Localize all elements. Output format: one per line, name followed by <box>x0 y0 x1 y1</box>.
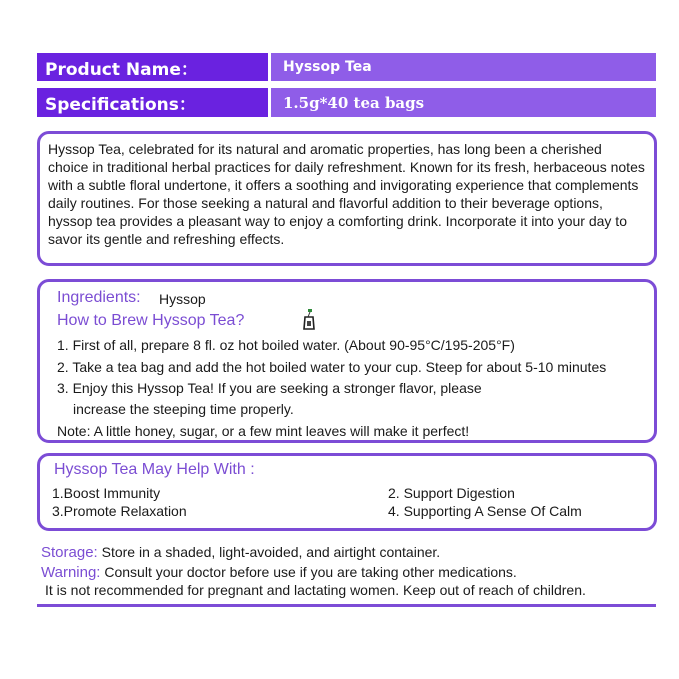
benefits-box <box>37 453 657 531</box>
benefit-item: 4. Supporting A Sense Of Calm <box>388 503 582 519</box>
brew-step-3: 3. Enjoy this Hyssop Tea! If you are seeking a stronger flavor, please <box>57 380 482 396</box>
specifications-label: Specifications： <box>37 88 268 117</box>
brew-instructions-box <box>37 279 657 443</box>
brew-step-1: 1. First of all, prepare 8 fl. oz hot boiled water. (About 90-95°C/195-205°F) <box>57 337 515 353</box>
benefit-item: 3.Promote Relaxation <box>52 503 187 519</box>
warning-text-continued: It is not recommended for pregnant and lactating women. Keep out of reach of children. <box>45 582 586 598</box>
product-name-label: Product Name： <box>37 53 268 81</box>
intro-box <box>37 131 657 266</box>
storage-label: Storage: <box>41 544 98 561</box>
storage-line <box>41 544 440 561</box>
product-name-value: Hyssop Tea <box>271 53 656 81</box>
brew-step-3-continued: increase the steeping time properly. <box>73 401 294 417</box>
specifications-value: 1.5g*40 tea bags <box>271 88 656 117</box>
product-name-row <box>37 53 656 81</box>
benefit-item: 1.Boost Immunity <box>52 485 161 501</box>
brew-step-2: 2. Take a tea bag and add the hot boiled water to your cup. Steep for about 5-10 minutes <box>57 359 607 375</box>
warning-label: Warning: <box>41 564 101 581</box>
storage-text: Store in a shaded, light-avoided, and airtight container. <box>97 544 441 560</box>
how-to-brew-title: How to Brew Hyssop Tea? <box>57 312 245 329</box>
brew-note: Note: A little honey, sugar, or a few mint leaves will make it perfect! <box>57 423 470 439</box>
tea-bag-icon <box>302 308 316 330</box>
ingredients-value: Hyssop <box>159 291 206 307</box>
benefits-title: Hyssop Tea May Help With : <box>54 461 255 478</box>
specifications-row <box>37 88 656 117</box>
bottom-divider <box>37 604 656 607</box>
benefit-item: 2. Support Digestion <box>388 485 515 501</box>
ingredients-label: Ingredients: <box>57 289 141 306</box>
warning-line <box>41 564 517 581</box>
warning-text: Consult your doctor before use if you are taking other medications. <box>100 564 517 580</box>
intro-paragraph: Hyssop Tea, celebrated for its natural and aromatic properties, has long been a cherished choice in traditional herbal practices for daily refreshment. Known for its fresh, herbaceous notes with a subtle floral undertone, it offers a soothing and invigorating experience that complements daily routines. For those seeking a natural and flavorful addition to their beverage options, hyssop tea provides a pleasant way to enjoy a comforting drink. Incorporate it into your day to savor its gentle and refreshing effects. <box>48 141 645 247</box>
